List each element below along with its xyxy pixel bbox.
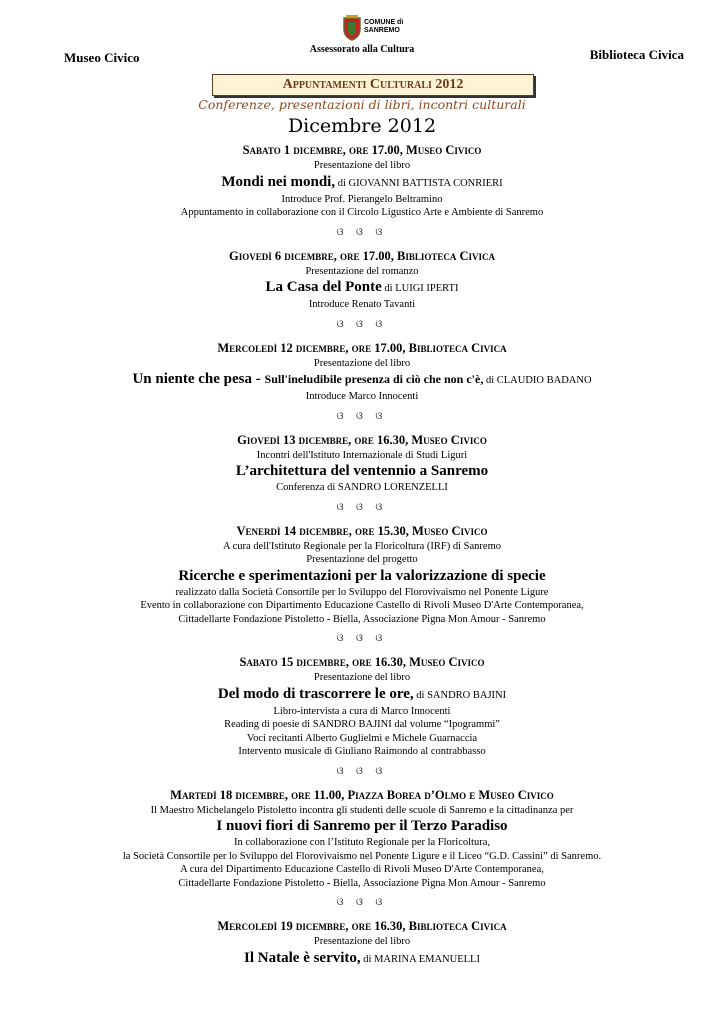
event-author: di SANDRO BAJINI <box>413 689 507 701</box>
event-title: La Casa del Ponte <box>265 279 382 295</box>
event-date: Sabato 1 dicembre, ore 17.00, Museo Civico <box>242 143 482 157</box>
separator-icon: ଓ ଓ ଓ <box>336 226 388 238</box>
event-subtitle: Sull'ineludibile presenza di ciò che non c'è, <box>264 372 484 386</box>
event-author: di MARINA EMANUELLI <box>360 953 480 965</box>
event-note: Intervento musicale di Giuliano Raimondo al contrabbasso <box>238 746 486 757</box>
separator-icon: ଓ ଓ ଓ <box>336 765 388 777</box>
separator-icon: ଓ ଓ ଓ <box>336 501 388 513</box>
event-title: Un niente che pesa - <box>132 371 265 387</box>
event-intro: Presentazione del libro <box>313 357 411 369</box>
event-note: realizzato dalla Società Consortile per lo Sviluppo del Florovivaismo nel Ponente Ligure <box>175 586 549 598</box>
event-6 <box>0 654 724 759</box>
event-8 <box>0 918 724 969</box>
event-intro: Presentazione del libro <box>313 672 411 683</box>
logo-text-1: COMUNE di <box>364 19 404 26</box>
title-box <box>212 74 534 96</box>
event-date: Giovedì 13 dicembre, ore 16.30, Museo Civico <box>237 432 487 447</box>
event-note: Voci recitanti Alberto Guglielmi e Michele Guarnaccia <box>246 732 478 744</box>
event-title: Del modo di trascorrere le ore, <box>217 685 414 702</box>
event-date: Sabato 15 dicembre, ore 16.30, Museo Civico <box>239 655 485 669</box>
month-heading: Dicembre 2012 <box>287 115 437 137</box>
event-note: In collaborazione con l’Istituto Regionale per la Floricoltura, <box>234 837 490 848</box>
header-left: Museo Civico <box>64 50 140 65</box>
event-note: Reading di poesie di SANDRO BAJINI dal volume “Ipogrammi” <box>224 719 500 730</box>
event-intro: Incontri dell'Istituto Internazionale di Studi Liguri <box>256 449 468 461</box>
event-2 <box>0 248 724 312</box>
event-note: A cura del Dipartimento Educazione Castello di Rivoli Museo D'Arte Contemporanea, <box>180 864 544 875</box>
event-note: Cittadellarte Fondazione Pistoletto - Biella, Associazione Pigna Mon Amour - Sanremo <box>178 877 546 889</box>
event-note: Appuntamento in collaborazione con il Circolo Ligustico Arte e Ambiente di Sanremo <box>180 207 544 218</box>
separator-icon: ଓ ଓ ଓ <box>336 410 388 422</box>
event-4 <box>0 432 724 495</box>
event-5 <box>0 523 724 627</box>
event-intro: Presentazione del progetto <box>306 554 418 565</box>
event-note: la Società Consortile per lo Sviluppo del Florovivaismo nel Ponente Ligure e il Liceo “G.D. Cassini” di Sanremo. <box>122 850 602 862</box>
event-author: di CLAUDIO BADANO <box>483 375 592 386</box>
assessorato: Assessorato alla Cultura <box>309 44 415 55</box>
separator-icon: ଓ ଓ ଓ <box>336 633 388 644</box>
separator-icon: ଓ ଓ ଓ <box>336 318 388 330</box>
event-intro: Presentazione del libro <box>313 936 411 947</box>
event-author: di GIOVANNI BATTISTA CONRIERI <box>335 177 503 189</box>
coat-of-arms-icon <box>342 15 362 41</box>
event-title: Mondi nei mondi, <box>221 173 336 190</box>
event-date: Mercoledì 19 dicembre, ore 16.30, Biblioteca Civica <box>217 919 507 933</box>
event-date: Martedì 18 dicembre, ore 11.00, Piazza Borea d’Olmo e Museo Civico <box>170 787 554 802</box>
page-title: Appuntamenti Culturali 2012 <box>282 77 464 92</box>
event-title: Ricerche e sperimentazioni per la valorizzazione di specie <box>178 567 546 584</box>
header-right: Biblioteca Civica <box>589 47 684 62</box>
event-date: Mercoledì 12 dicembre, ore 17.00, Biblioteca Civica <box>217 340 507 355</box>
event-note: Evento in collaborazione con Dipartimento Educazione Castello di Rivoli Museo D'Arte Contemporanea, <box>140 600 584 611</box>
event-7 <box>0 787 724 891</box>
event-note: Libro-intervista a cura di Marco Innocenti <box>273 705 451 717</box>
event-1 <box>0 142 724 220</box>
event-author: di LUIGI IPERTI <box>381 283 459 294</box>
event-title: I nuovi fiori di Sanremo per il Terzo Paradiso <box>216 818 508 834</box>
event-intro: Presentazione del libro <box>313 160 411 171</box>
event-3 <box>0 340 724 404</box>
event-intro: Presentazione del romanzo <box>305 265 419 277</box>
event-note: Introduce Prof. Pierangelo Beltramino <box>281 193 443 205</box>
event-note: Conferenza di SANDRO LORENZELLI <box>276 482 448 493</box>
subtitle: Conferenze, presentazioni di libri, incontri culturali <box>198 97 526 112</box>
logo-text-2: SANREMO <box>364 27 400 34</box>
event-intro: Il Maestro Michelangelo Pistoletto incontra gli studenti delle scuole di Sanremo e la cittadinanza per <box>150 804 574 816</box>
event-intro: A cura dell'Istituto Regionale per la Floricoltura (IRF) di Sanremo <box>222 540 502 552</box>
event-date: Venerdì 14 dicembre, ore 15.30, Museo Civico <box>236 523 488 538</box>
event-note: Introduce Renato Tavanti <box>308 299 416 310</box>
comune-logo <box>342 15 422 43</box>
events-list <box>0 142 724 969</box>
event-note: Cittadellarte Fondazione Pistoletto - Biella, Associazione Pigna Mon Amour - Sanremo <box>178 613 546 625</box>
event-note: Introduce Marco Innocenti <box>305 391 419 402</box>
event-title: L’architettura del ventennio a Sanremo <box>235 463 489 479</box>
event-title: Il Natale è servito, <box>244 949 361 966</box>
separator-icon: ଓ ଓ ଓ <box>336 897 388 908</box>
event-date: Giovedì 6 dicembre, ore 17.00, Biblioteca Civica <box>229 248 495 263</box>
